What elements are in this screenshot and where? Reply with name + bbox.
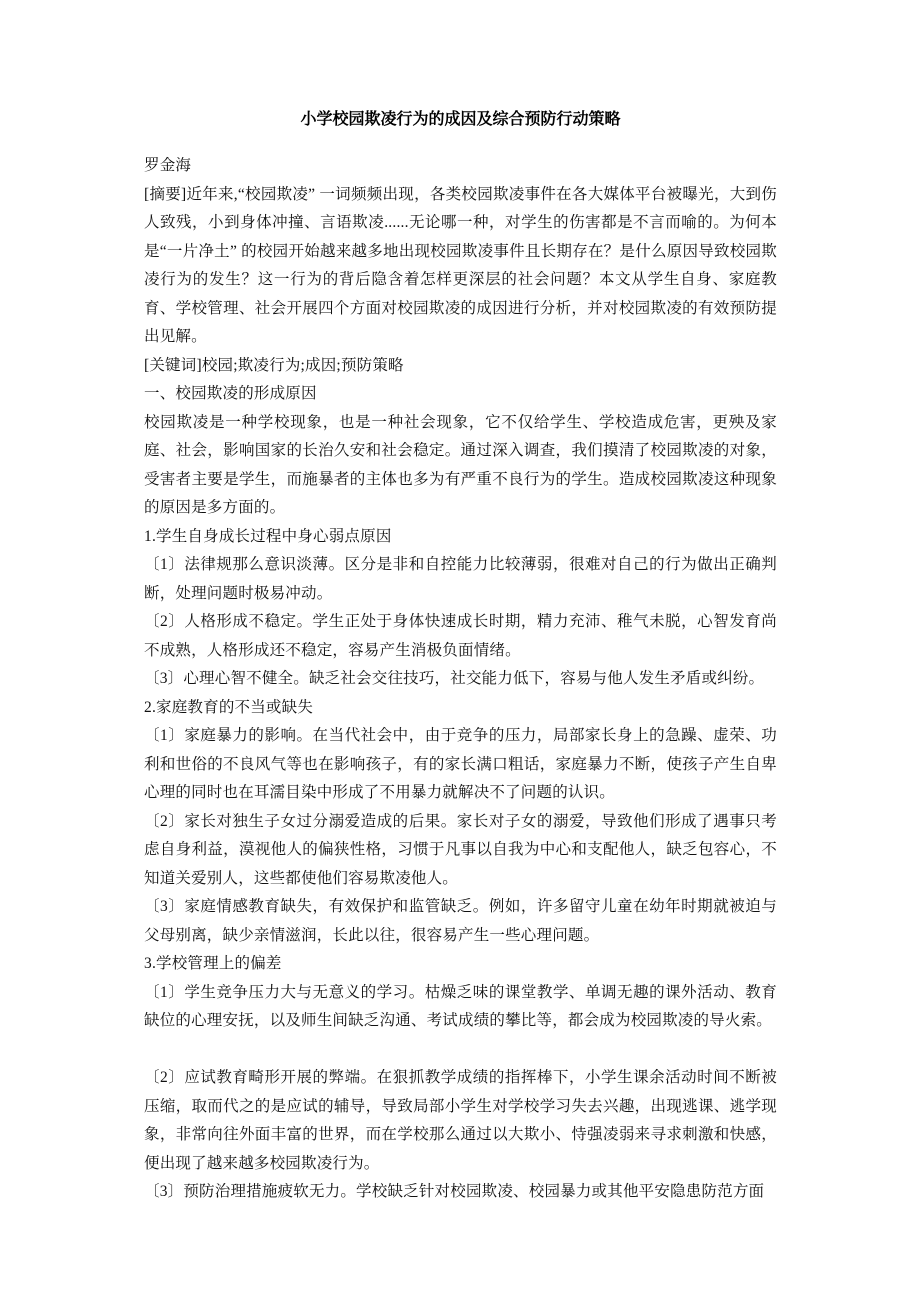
paragraph-2-item-3: 〔3〕家庭情感教育缺失，有效保护和监管缺乏。例如，许多留守儿童在幼年时期就被迫与父母别离，缺少亲情滋润，长此以往，很容易产生一些心理问题。 bbox=[144, 898, 777, 944]
paragraph-1-item-2: 〔2〕人格形成不稳定。学生正处于身体快速成长时期，精力充沛、稚气未脱，心智发育尚不成熟，人格形成还不稳定，容易产生消极负面情绪。 bbox=[144, 613, 777, 659]
paragraph-2-item-1: 〔1〕家庭暴力的影响。在当代社会中，由于竞争的压力，局部家长身上的急躁、虚荣、功利和世俗的不良风气等也在影响孩子，有的家长满口粗话，家庭暴力不断，使孩子产生自卑心理的同时也在耳濡目染中形成了不用暴力就解决不了问题的认识。 bbox=[144, 727, 777, 801]
paragraph-abstract: [摘要]近年来,“校园欺凌” 一词频频出现，各类校园欺凌事件在各大媒体平台被曝光，大到伤人致残，小到身体冲撞、言语欺凌......无论哪一种，对学生的伤害都是不言而喻的。为何本是“一片净土” 的校园开始越来越多地出现校园欺凌事件且长期存在？是什么原因导致校园欺凌行为的发生？这一行为的背后隐含着怎样更深层的社会问题？本文从学生自身、家庭教育、学校管理、社会开展四个方面对校园欺凌的成因进行分析，并对校园欺凌的有效预防提出见解。 bbox=[144, 185, 777, 345]
paragraph-keywords: [关键词]校园;欺凌行为;成因;预防策略 bbox=[144, 356, 404, 374]
paragraph-2-item-2: 〔2〕家长对独生子女过分溺爱造成的后果。家长对子女的溺爱，导致他们形成了遇事只考虑自身利益，漠视他人的偏狭性格，习惯于凡事以自我为中心和支配他人，缺乏包容心，不知道关爱别人，这些都使他们容易欺凌他人。 bbox=[144, 812, 777, 887]
paragraph-section-intro: 校园欺凌是一种学校现象，也是一种社会现象，它不仅给学生、学校造成危害，更殃及家庭、社会，影响国家的长治久安和社会稳定。通过深入调查，我们摸清了校园欺凌的对象，受害者主要是学生，而施暴者的主体也多为有严重不良行为的学生。造成校园欺凌这种现象的原因是多方面的。 bbox=[144, 413, 777, 516]
paragraph-3-item-1: 〔1〕学生竞争压力大与无意义的学习。枯燥乏味的课堂教学、单调无趣的课外活动、教育缺位的心理安抚，以及师生间缺乏沟通、考试成绩的攀比等，都会成为校园欺凌的导火索。 bbox=[144, 983, 777, 1029]
subsection-heading-3: 3.学校管理上的偏差 bbox=[144, 955, 282, 972]
author: 罗金海 bbox=[144, 157, 192, 174]
subsection-heading-2: 2.家庭教育的不当或缺失 bbox=[144, 698, 314, 716]
section-heading-one: 一、校园欺凌的形成原因 bbox=[144, 385, 317, 402]
paragraph-1-item-3: 〔3〕心理心智不健全。缺乏社会交往技巧，社交能力低下，容易与他人发生矛盾或纠纷。 bbox=[144, 670, 765, 687]
paragraph-3-item-2: 〔2〕应试教育畸形开展的弊端。在狠抓教学成绩的指挥棒下，小学生课余活动时间不断被压缩，取而代之的是应试的辅导，导致局部小学生对学校学习失去兴趣，出现逃课、逃学现象，非常向往外面丰富的世界，而在学校那么通过以大欺小、恃强凌弱来寻求刺激和快感，便出现了越来越多校园欺凌行为。 bbox=[144, 1069, 777, 1172]
document-title: 小学校园欺凌行为的成因及综合预防行动策略 bbox=[300, 111, 621, 128]
paragraph-3-item-3: 〔3〕预防治理措施疲软无力。学校缺乏针对校园欺凌、校园暴力或其他平安隐患防范方面 bbox=[144, 1183, 765, 1200]
paragraph-1-item-1: 〔1〕法律规那么意识淡薄。区分是非和自控能力比较薄弱，很难对自己的行为做出正确判断，处理问题时极易冲动。 bbox=[144, 556, 777, 602]
subsection-heading-1: 1.学生自身成长过程中身心弱点原因 bbox=[144, 527, 392, 545]
